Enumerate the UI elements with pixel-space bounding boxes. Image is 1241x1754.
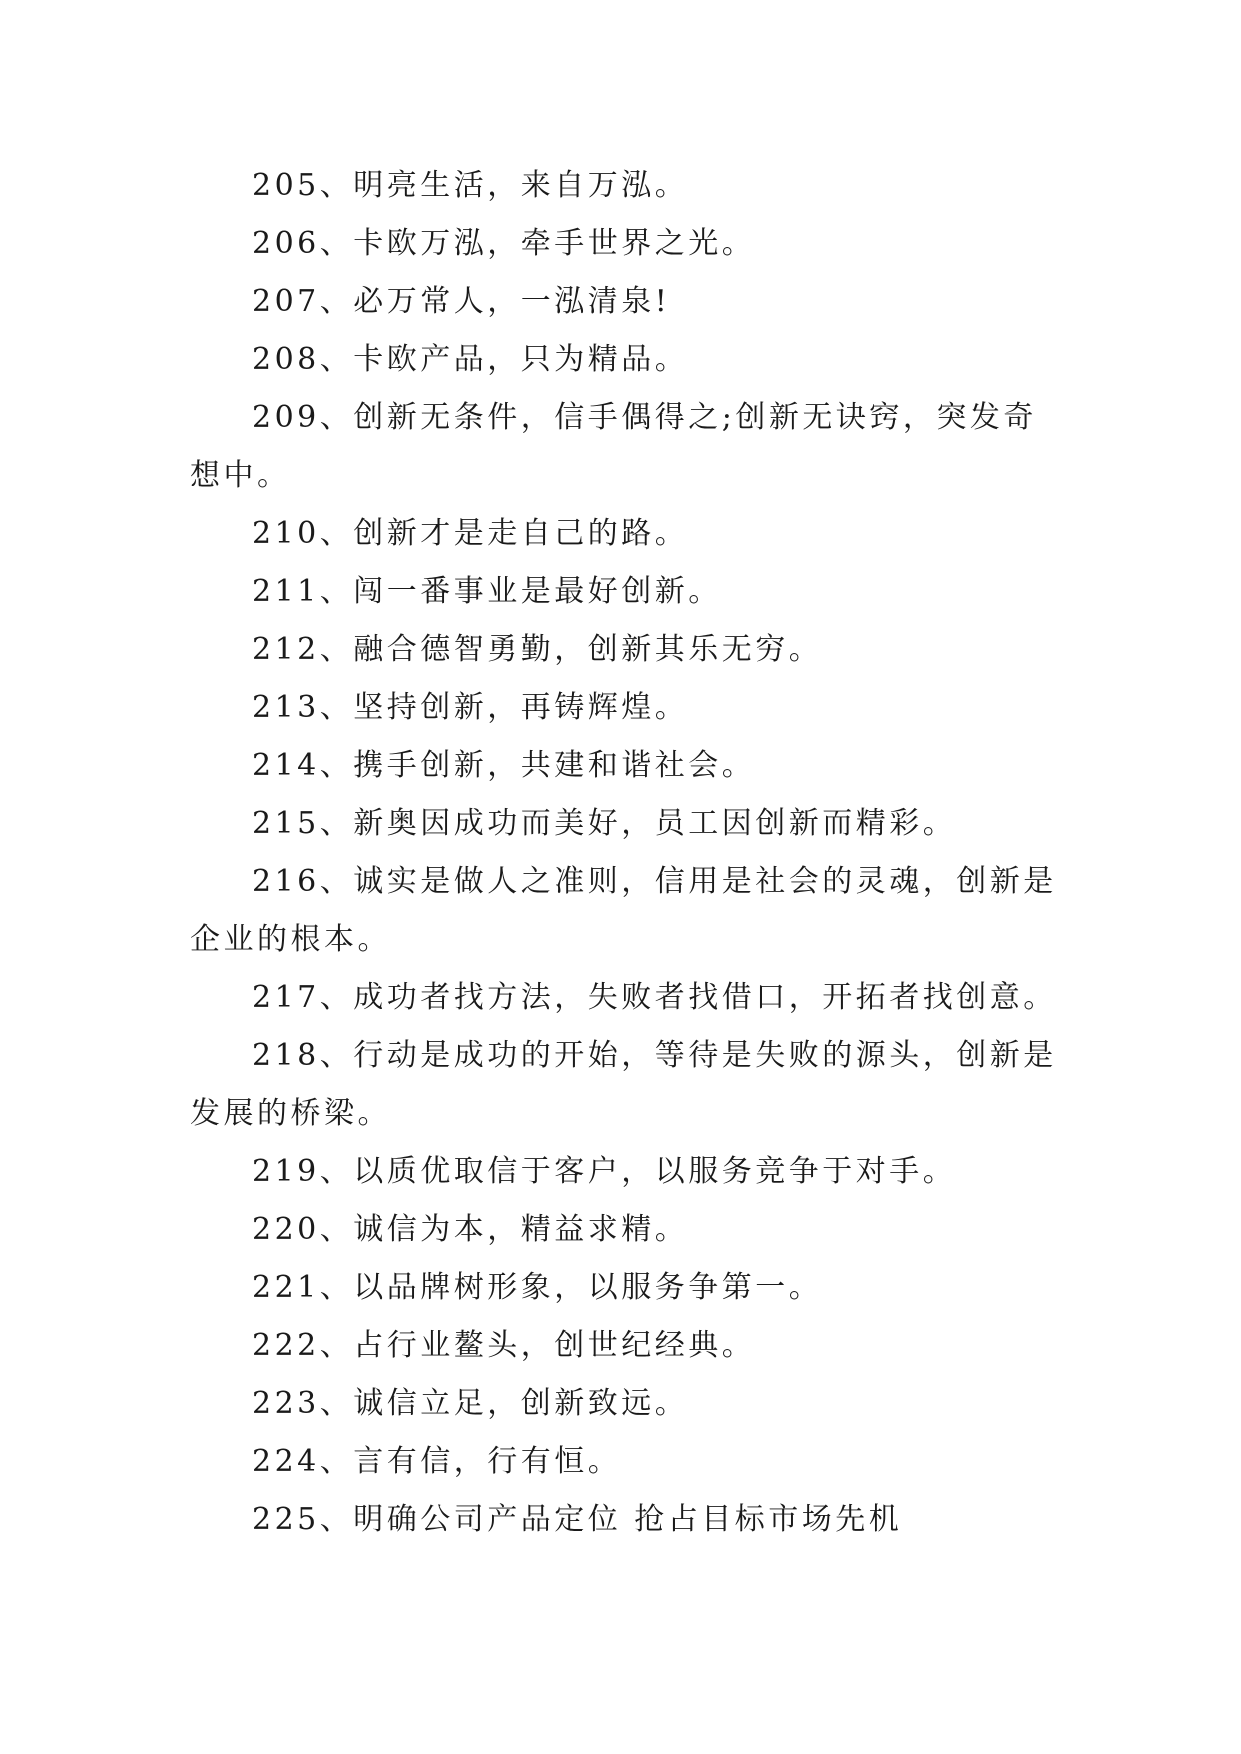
list-item: 213、坚持创新，再铸辉煌。 (252, 690, 689, 725)
list-item: 225、明确公司产品定位 抢占目标市场先机 (252, 1502, 903, 1537)
list-item: 224、言有信，行有恒。 (252, 1444, 622, 1479)
list-item: 206、卡欧万泓，牵手世界之光。 (252, 226, 756, 261)
list-item: 209、创新无条件，信手偶得之;创新无诀窍，突发奇想中。 (190, 400, 1037, 493)
list-item: 215、新奥因成功而美好，员工因创新而精彩。 (252, 806, 957, 841)
list-item: 210、创新才是走自己的路。 (252, 516, 689, 551)
document-body (190, 157, 1062, 1549)
list-item: 218、行动是成功的开始，等待是失败的源头，创新是发展的桥梁。 (190, 1038, 1057, 1131)
list-item: 219、以质优取信于客户，以服务竞争于对手。 (252, 1154, 957, 1189)
list-item: 216、诚实是做人之准则，信用是社会的灵魂，创新是企业的根本。 (190, 864, 1057, 957)
list-item: 221、以品牌树形象，以服务争第一。 (252, 1270, 823, 1305)
list-item: 212、融合德智勇勤，创新其乐无穷。 (252, 632, 823, 667)
list-item: 214、携手创新，共建和谐社会。 (252, 748, 756, 783)
list-item: 217、成功者找方法，失败者找借口，开拓者找创意。 (252, 980, 1057, 1015)
list-item: 220、诚信为本，精益求精。 (252, 1212, 689, 1247)
list-item: 223、诚信立足，创新致远。 (252, 1386, 689, 1421)
list-item: 208、卡欧产品，只为精品。 (252, 342, 689, 377)
list-item: 211、闯一番事业是最好创新。 (252, 574, 722, 609)
list-item: 205、明亮生活，来自万泓。 (252, 168, 689, 203)
list-item: 222、占行业鳌头，创世纪经典。 (252, 1328, 756, 1363)
list-item: 207、必万常人，一泓清泉! (252, 284, 671, 319)
